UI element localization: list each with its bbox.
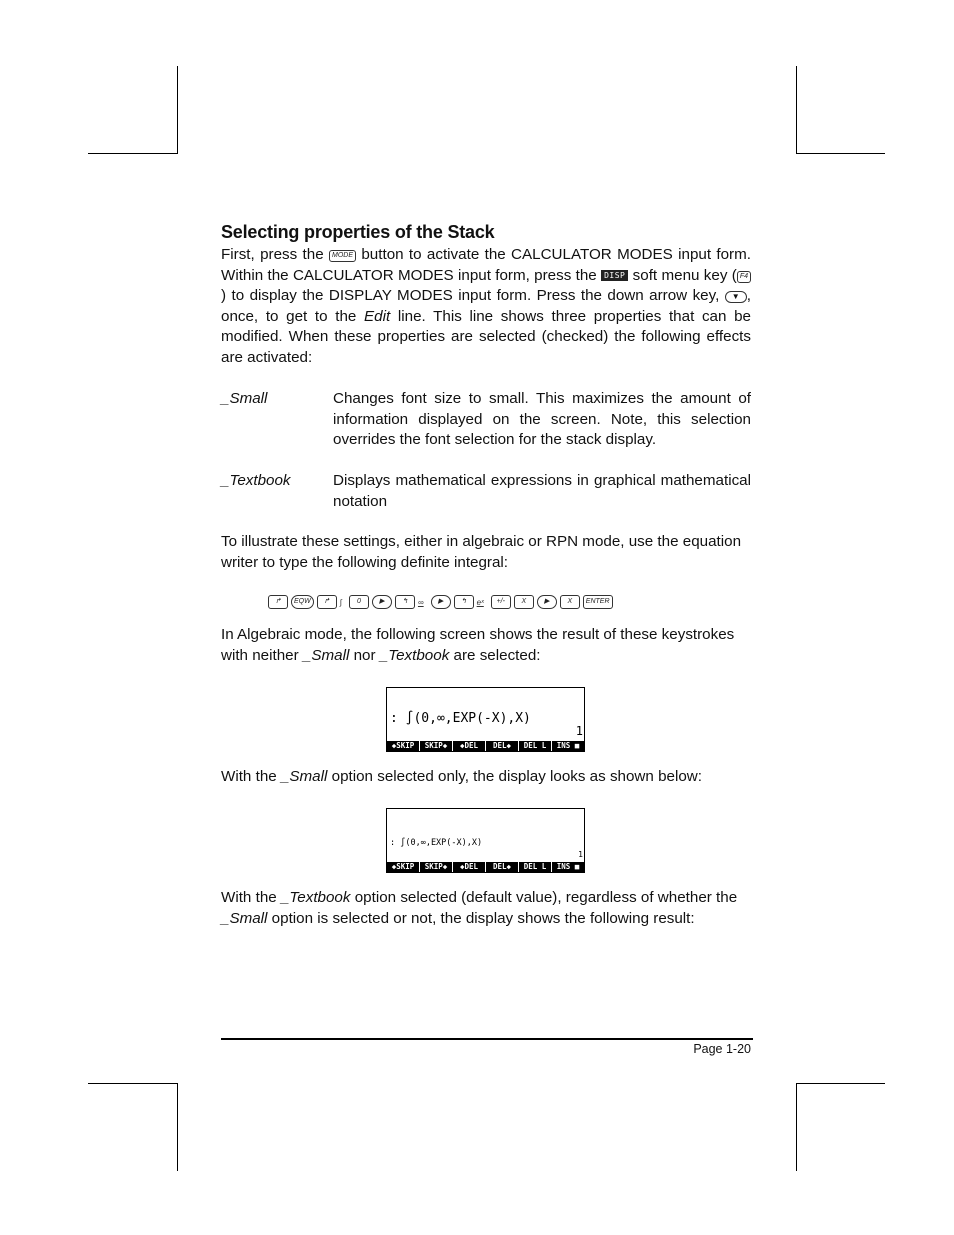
softkey-del-right: DEL◆ xyxy=(486,741,518,751)
soft-menu-bar xyxy=(387,741,584,751)
softkey-skip-right: SKIP◆ xyxy=(420,862,452,872)
definition-term-textbook: _Textbook xyxy=(221,472,291,489)
x-key-icon: X xyxy=(514,595,534,609)
definition-desc-textbook: Displays mathematical expressions in graphical mathematical notation xyxy=(333,472,751,510)
calculator-screen-small xyxy=(386,808,585,873)
exp-note: eˣ xyxy=(476,597,484,607)
softkey-del-right: DEL◆ xyxy=(486,862,518,872)
crop-mark xyxy=(88,1083,178,1084)
soft-menu-bar xyxy=(387,862,584,872)
crop-mark xyxy=(88,153,178,154)
f4-key-icon: F4 xyxy=(737,271,751,283)
down-arrow-key-icon: ▼ xyxy=(725,291,747,303)
softkey-del-l: DEL L xyxy=(519,741,551,751)
softkey-skip-right: SKIP◆ xyxy=(420,741,452,751)
calculator-screen-normal xyxy=(386,687,585,752)
page-number: Page 1-20 xyxy=(693,1042,751,1056)
integral-note: ∫ xyxy=(339,597,342,607)
section-heading: Selecting properties of the Stack xyxy=(221,222,495,242)
right-arrow-key-icon: ▶ xyxy=(537,595,557,609)
algebraic-paragraph: In Algebraic mode, the following screen shows the result of these keystrokes with neither _Small nor _Textbook are selected: xyxy=(221,626,735,664)
right-shift-key-icon: ↱ xyxy=(317,595,337,609)
softkey-skip-left: ◆SKIP xyxy=(387,741,419,751)
stack-line: : ∫(0,∞,EXP(-X),X) xyxy=(390,838,483,848)
zero-key-icon: 0 xyxy=(349,595,369,609)
mode-key-icon: MODE xyxy=(329,250,356,262)
right-arrow-key-icon: ▶ xyxy=(372,595,392,609)
softkey-ins: INS ■ xyxy=(552,741,584,751)
infinity-note: ∞ xyxy=(417,597,424,607)
softkey-del-l: DEL L xyxy=(519,862,551,872)
plus-minus-key-icon: +/- xyxy=(491,595,511,609)
stack-level: 1 xyxy=(575,724,583,738)
illustrate-paragraph: To illustrate these settings, either in algebraic or RPN mode, use the equation writer to type the following definite integral: xyxy=(221,533,742,571)
right-shift-key-icon: ↱ xyxy=(268,595,288,609)
enter-key-icon: ENTER xyxy=(583,595,613,609)
softkey-ins: INS ■ xyxy=(552,862,584,872)
left-shift-key-icon: ↰ xyxy=(454,595,474,609)
footer-rule xyxy=(221,1038,753,1040)
crop-mark xyxy=(796,153,885,154)
stack-line: : ∫(0,∞,EXP(-X),X) xyxy=(390,711,531,726)
softkey-del-left: ◆DEL xyxy=(453,741,485,751)
softkey-skip-left: ◆SKIP xyxy=(387,862,419,872)
intro-paragraph: First, press the MODE button to activate the CALCULATOR MODES input form. Within the CALCULATOR MODES input form, press the DISP soft menu key ( F4) to display the DISPLAY MODES input form. Press the down arrow key, ▼ , once, to get to the Edit line. This line shows three properties that can be modified. When these properties are selected (checked) the following effects are activated: xyxy=(221,246,751,366)
crop-mark xyxy=(796,1083,797,1171)
crop-mark xyxy=(177,66,178,154)
textbook-paragraph: With the _Textbook option selected (default value), regardless of whether the _Small option is selected or not, the display shows the following result: xyxy=(221,889,738,927)
crop-mark xyxy=(796,66,797,154)
eqw-key-icon: EQW xyxy=(291,595,314,609)
stack-level: 1 xyxy=(578,850,583,859)
small-only-paragraph: With the _Small option selected only, the display looks as shown below: xyxy=(221,768,702,785)
softkey-del-left: ◆DEL xyxy=(453,862,485,872)
x-key-icon: X xyxy=(560,595,580,609)
left-shift-key-icon: ↰ xyxy=(395,595,415,609)
right-arrow-key-icon: ▶ xyxy=(431,595,451,609)
crop-mark xyxy=(796,1083,885,1084)
crop-mark xyxy=(177,1083,178,1171)
disp-softkey-icon: DISP xyxy=(601,270,628,281)
definition-desc-small: Changes font size to small. This maximizes the amount of information displayed on the screen. Note, this selection overrides the font selection for the stack display. xyxy=(333,390,751,449)
definition-term-small: _Small xyxy=(221,390,268,407)
keystroke-sequence xyxy=(268,594,613,610)
